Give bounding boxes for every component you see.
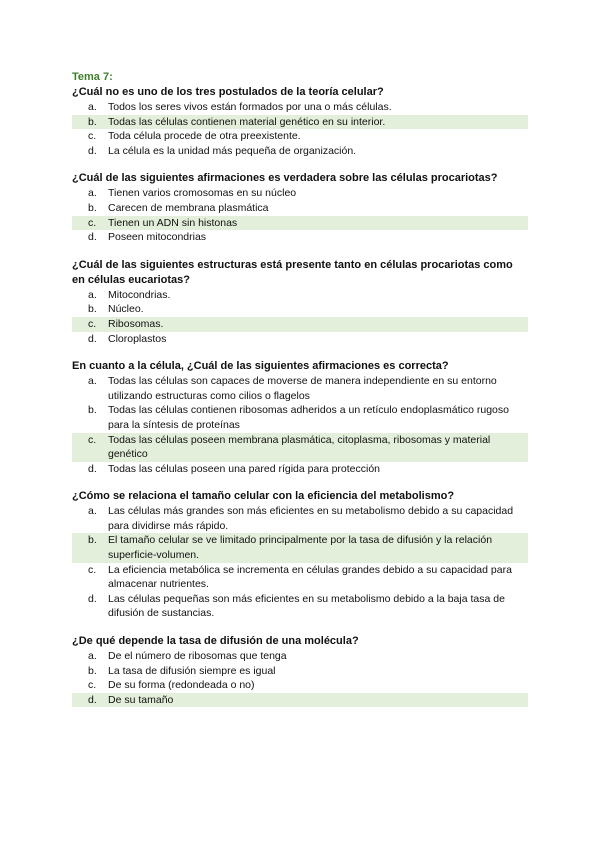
question-text: ¿Cómo se relaciona el tamaño celular con la eficiencia del metabolismo? xyxy=(72,490,455,503)
option-marker: b. xyxy=(88,533,104,548)
option-marker: b. xyxy=(88,201,97,214)
option-text: Las células más grandes son más eficientes en su metabolismo debido a su capacidad para dividirse más rápido. xyxy=(108,505,514,532)
answer-option xyxy=(72,288,528,303)
question-gap xyxy=(72,346,528,359)
option-marker: d. xyxy=(88,693,104,708)
option-text: El tamaño celular se ve limitado principalmente por la tasa de difusión y la relación superficie-volumen. xyxy=(108,534,493,562)
option-text: De su forma (redondeada o no) xyxy=(108,679,255,692)
option-text: Ribosomas. xyxy=(108,317,164,330)
answer-option xyxy=(72,678,528,693)
option-text: Mitocondrias. xyxy=(108,288,171,301)
option-marker: c. xyxy=(88,317,104,332)
option-text: Todas las células contienen material genético en su interior. xyxy=(108,115,386,128)
option-text: La célula es la unidad más pequeña de organización. xyxy=(108,144,357,157)
option-text: De su tamaño xyxy=(108,693,174,706)
option-marker: d. xyxy=(88,332,97,345)
answer-option xyxy=(72,302,528,317)
option-text: Cloroplastos xyxy=(108,332,167,345)
question-block xyxy=(72,489,528,621)
option-text: De el número de ribosomas que tenga xyxy=(108,650,287,663)
option-marker: b. xyxy=(88,115,104,130)
answer-options xyxy=(72,504,528,621)
answer-option-correct xyxy=(72,693,528,708)
answer-options xyxy=(72,649,528,707)
option-marker: c. xyxy=(88,216,104,231)
option-text: Poseen mitocondrias xyxy=(108,231,207,244)
answer-option xyxy=(72,186,528,201)
question-text: ¿Cuál no es uno de los tres postulados de la teoría celular? xyxy=(72,86,384,98)
option-marker: d. xyxy=(88,144,97,157)
answer-options xyxy=(72,374,528,476)
option-marker: c. xyxy=(88,679,97,692)
option-text: Todas las células son capaces de moverse de manera independiente en su entorno utilizando estructuras como cilios o flagelos xyxy=(108,375,497,402)
option-marker: a. xyxy=(88,101,97,113)
option-text: Todas las células poseen membrana plasmática, citoplasma, ribosomas y material genético xyxy=(108,433,491,461)
answer-options xyxy=(72,288,528,346)
option-text: Carecen de membrana plasmática xyxy=(108,201,269,214)
answer-option-correct xyxy=(72,216,528,231)
answer-option xyxy=(72,100,528,115)
option-marker: a. xyxy=(88,375,97,388)
question-text: ¿Cuál de las siguientes afirmaciones es verdadera sobre las células procariotas? xyxy=(72,172,498,185)
answer-options xyxy=(72,186,528,244)
option-text: Todas las células contienen ribosomas adheridos a un retículo endoplasmático rugoso para la síntesis de proteínas xyxy=(108,404,509,431)
answer-option xyxy=(72,332,528,347)
option-text: Toda célula procede de otra preexistente. xyxy=(108,130,301,143)
answer-option xyxy=(72,592,528,621)
answer-option xyxy=(72,129,528,144)
question-text: ¿Cuál de las siguientes estructuras está presente tanto en células procariotas como en células eucariotas? xyxy=(72,258,513,286)
option-marker: b. xyxy=(88,303,97,316)
question-gap xyxy=(72,621,528,634)
question-gap xyxy=(72,158,528,171)
option-marker: a. xyxy=(88,505,97,518)
answer-option-correct xyxy=(72,317,528,332)
option-text: La tasa de difusión siempre es igual xyxy=(108,664,276,677)
answer-options xyxy=(72,100,528,158)
option-marker: d. xyxy=(88,592,97,605)
option-marker: d. xyxy=(88,231,97,244)
question-text: En cuanto a la célula, ¿Cuál de las siguientes afirmaciones es correcta? xyxy=(72,360,449,373)
answer-option xyxy=(72,374,528,403)
option-text: La eficiencia metabólica se incrementa en células grandes debido a su capacidad para almacenar nutrientes. xyxy=(108,563,512,591)
question-block xyxy=(72,634,528,707)
answer-option-correct xyxy=(72,533,528,562)
answer-option xyxy=(72,462,528,477)
question-block xyxy=(72,171,528,244)
answer-option xyxy=(72,201,528,216)
option-marker: a. xyxy=(88,650,97,663)
answer-option xyxy=(72,563,528,592)
answer-option-correct xyxy=(72,433,528,462)
question-block xyxy=(72,85,528,158)
answer-option xyxy=(72,230,528,245)
question-gap xyxy=(72,476,528,489)
option-marker: c. xyxy=(88,563,97,576)
answer-option xyxy=(72,664,528,679)
option-marker: a. xyxy=(88,187,97,200)
option-marker: a. xyxy=(88,288,97,301)
option-marker: b. xyxy=(88,404,97,417)
option-text: Las células pequeñas son más eficientes en su metabolismo debido a la baja tasa de difusión de sustancias. xyxy=(108,592,505,620)
option-text: Tienen varios cromosomas en su núcleo xyxy=(108,187,297,200)
option-text: Todos los seres vivos están formados por una o más células. xyxy=(108,101,392,113)
option-text: Tienen un ADN sin histonas xyxy=(108,216,238,229)
option-marker: d. xyxy=(88,462,97,475)
answer-option xyxy=(72,649,528,664)
option-text: Todas las células poseen una pared rígida para protección xyxy=(108,462,381,475)
question-text: ¿De qué depende la tasa de difusión de una molécula? xyxy=(72,635,359,648)
answer-option xyxy=(72,403,528,432)
answer-option xyxy=(72,504,528,533)
question-block xyxy=(72,359,528,476)
question-gap xyxy=(72,245,528,258)
option-marker: c. xyxy=(88,130,97,143)
option-text: Núcleo. xyxy=(108,303,144,316)
document-page xyxy=(72,70,528,707)
question-block xyxy=(72,258,528,346)
answer-option-correct xyxy=(72,115,528,130)
answer-option xyxy=(72,144,528,159)
topic-title: Tema 7: xyxy=(72,71,113,83)
question-list xyxy=(72,85,528,707)
option-marker: c. xyxy=(88,433,104,448)
option-marker: b. xyxy=(88,664,97,677)
